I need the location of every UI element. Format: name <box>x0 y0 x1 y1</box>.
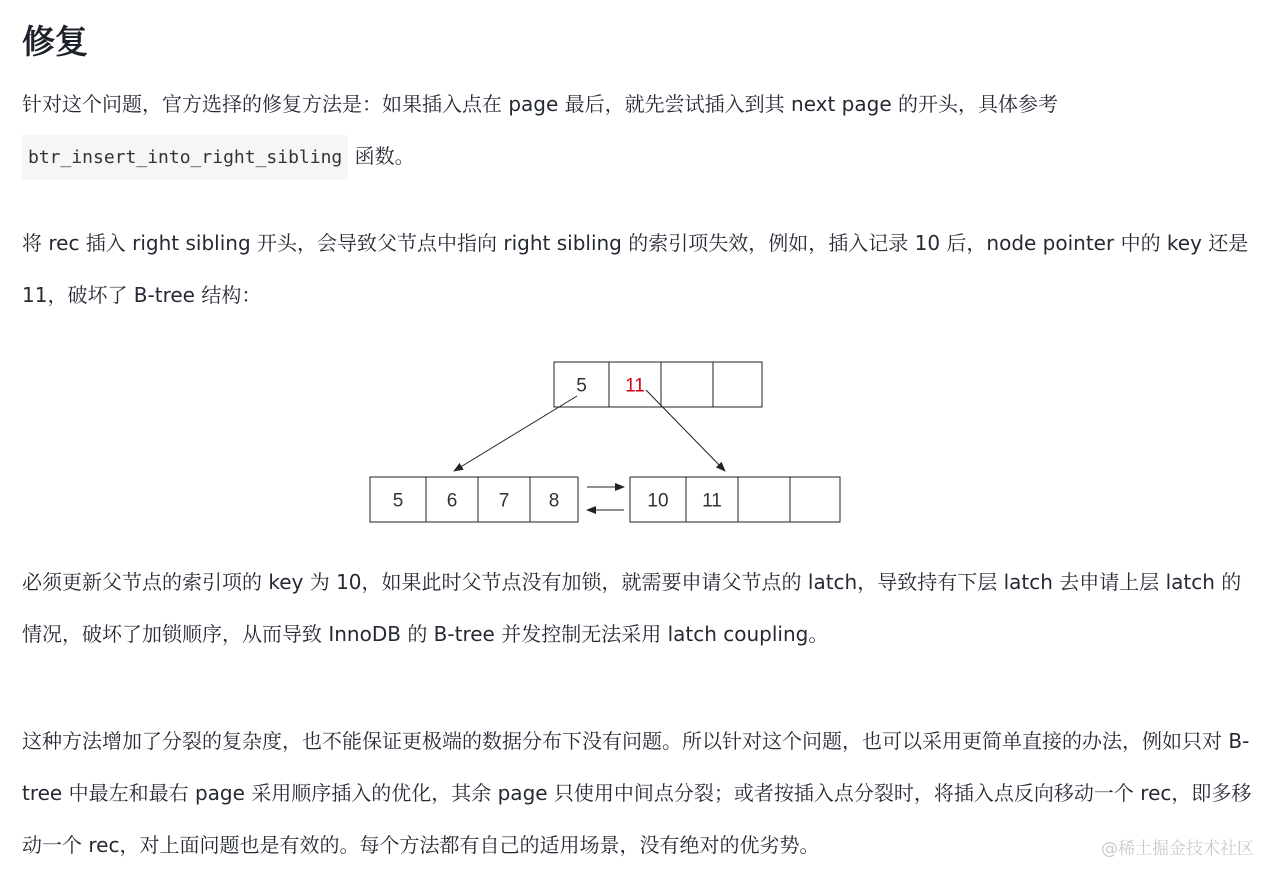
left-child-node <box>370 477 578 522</box>
section-heading: 修复 <box>22 22 88 61</box>
paragraph-1 <box>22 78 1257 184</box>
watermark: @稀土掘金技术社区 <box>1101 839 1254 859</box>
left-node-key: 8 <box>548 490 560 512</box>
paragraph-3: 必须更新父节点的索引项的 key 为 10，如果此时父节点没有加锁，就需要申请父节点的 latch，导致持有下层 latch 去申请上层 latch 的情况，破坏了加锁顺序，从而导致 InnoDB 的 B-tree 并发控制无法采用 latch coupling。 <box>22 570 1242 646</box>
paragraph-4: 这种方法增加了分裂的复杂度，也不能保证更极端的数据分布下没有问题。所以针对这个问题，也可以采用更简单直接的办法，例如只对 B-tree 中最左和最右 page 采用顺序插入的优化，其余 page 只使用中间点分裂；或者按插入点分裂时，将插入点反向移动一个 rec，即多移动一个 rec，对上面问题也是有效的。每个方法都有自己的适用场景，没有绝对的优劣势。 <box>22 729 1252 857</box>
parent-node-key: 11 <box>625 375 645 397</box>
right-child-node <box>630 477 840 522</box>
parent-node-cell <box>713 362 762 407</box>
left-node-key: 7 <box>498 490 510 512</box>
paragraph-2: 将 rec 插入 right sibling 开头，会导致父节点中指向 right sibling 的索引项失效，例如，插入记录 10 后，node pointer 中的 key 还是 11，破坏了 B-tree 结构： <box>22 231 1249 307</box>
parent-node-cell <box>661 362 713 407</box>
paragraph-1-tail: 函数。 <box>348 144 415 168</box>
paragraph-1-text: 针对这个问题，官方选择的修复方法是：如果插入点在 page 最后，就先尝试插入到其 next page 的开头，具体参考 <box>22 92 1058 116</box>
parent-node-key: 5 <box>576 375 587 397</box>
left-node-key: 5 <box>392 490 404 512</box>
right-node-cell <box>738 477 790 522</box>
right-node-cell <box>790 477 840 522</box>
left-node-key: 6 <box>446 490 458 512</box>
btree-diagram <box>22 338 1262 548</box>
btree-diagram-svg <box>22 338 1262 548</box>
right-node-key: 11 <box>702 490 722 512</box>
right-node-key: 10 <box>647 490 669 512</box>
parent-node <box>554 362 762 407</box>
inline-code-function: btr_insert_into_right_sibling <box>22 135 348 180</box>
pointer-arrow-left <box>454 396 577 471</box>
